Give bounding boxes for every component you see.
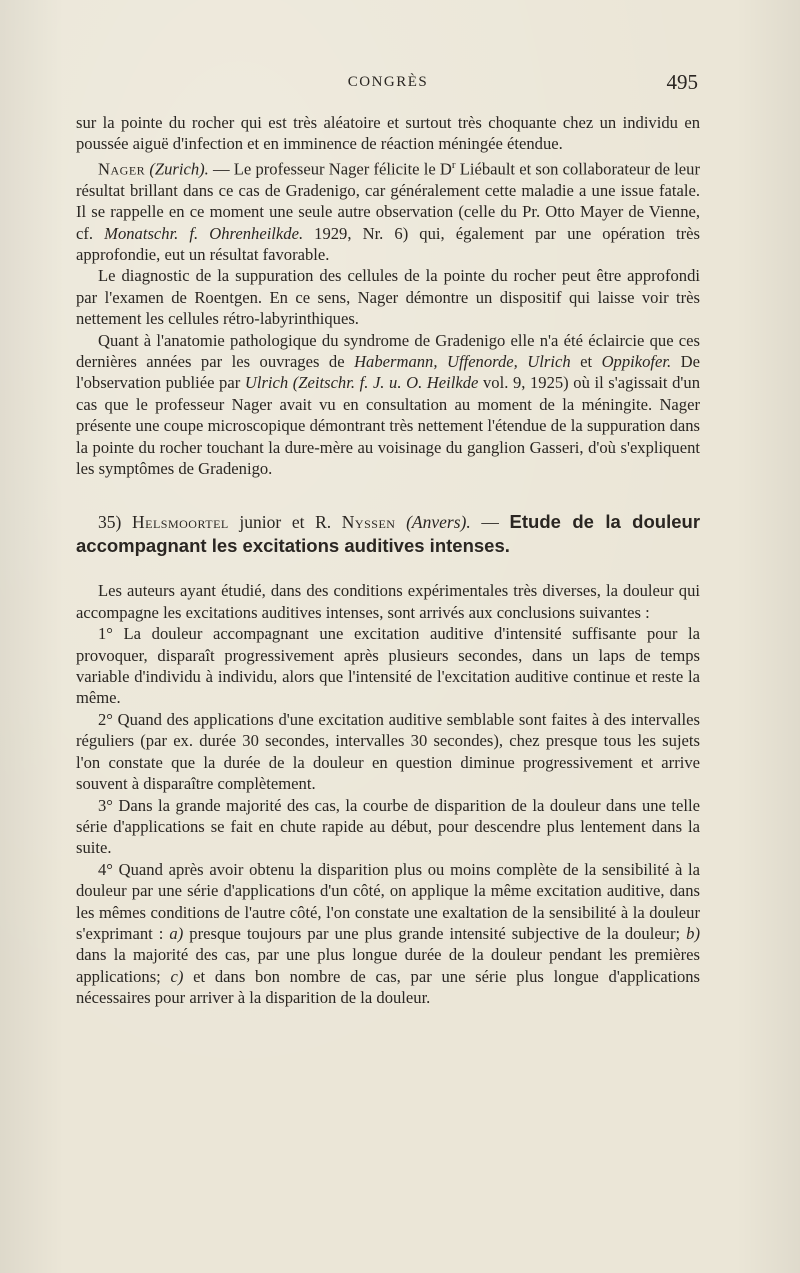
paragraph-continuation: sur la pointe du rocher qui est très aléatoire et surtout très choquante chez un individu en poussée aiguë d'infection et en imminence de réaction méningée étendue. [76,113,700,154]
list-marker: b) [686,923,700,943]
paragraph-text: et [570,352,602,371]
author-name: Oppikofer. [601,352,672,371]
paragraph-text: De l'observation publiée par [76,352,701,393]
paragraph-text: 4° Quand après avoir obtenu la disparition plus ou moins complète de la sensibilité à la douleur par une série d'applications d'un côté, on applique la même excitation auditive, dans les mêmes conditions de l'autre côté, l'on constate une exaltation de la sensibilité à la douleur s'exprimant : [76,859,700,943]
conclusion-item: 2° Quand des applications d'une excitation auditive semblable sont faites à des intervalles réguliers (par ex. durée 30 secondes, intervalles 30 secondes), chez presque tous les sujets l'on constate que la durée de la douleur en question diminue progressivement et arrive souvent à disparaître complètement. [76,709,700,794]
reference-author: Ulrich [244,373,289,393]
paragraph-diagnostic: Le diagnostic de la suppuration des cellules de la pointe du rocher peut être approfondi par l'examen de Roentgen. En ce sens, Nager démontre un dispositif qui laisse voir très nettement les cellules rétro-labyrinthiques. [76,266,700,329]
running-head: CONGRÈS [347,74,429,90]
section-heading [76,510,700,558]
paragraph-text: Liébault et son collaborateur de leur résultat brillant dans ce cas de Gradenigo, car généralement cette maladie a une issue fatale. Il se rappelle en ce moment une seule autre observation (celle du Pr. Otto Mayer de Vienne, cf. [76,159,700,243]
section-place: (Anvers). [406,512,471,533]
paragraph-text: presque toujours par une plus grande intensité subjective de la douleur; [183,923,687,943]
page-header [76,70,700,96]
speaker-name: Nager [98,159,146,179]
list-marker: c) [170,966,184,986]
paragraph-text: 1929, Nr. 6) qui, également par une opération très approfondie, eut un résultat favorable. [76,223,700,264]
section-title: Etude de la douleur accompagnant les excitations auditives intenses. [76,511,701,557]
list-marker: a) [169,923,184,943]
conclusion-item [76,859,700,1009]
paragraph-nager [76,155,700,266]
conclusion-item: 3° Dans la grande majorité des cas, la courbe de disparition de la douleur dans une telle série d'applications se fait en chute rapide au début, pour descendre plus lentement dans la suite. [76,795,700,858]
paragraph-intro: Les auteurs ayant étudié, dans des conditions expérimentales très diverses, la douleur qui accompagne les excitations auditives intenses, sont arrivés aux conclusions suivantes : [76,581,700,622]
section-number: 35) [98,512,122,533]
author-list: Habermann, Uffenorde, Ulrich [354,352,571,371]
paragraph-text: Quant à l'anatomie pathologique du syndrome de Gradenigo elle n'a été éclaircie que ces dernières années par les ouvrages de [76,330,700,371]
speaker-place: (Zurich). [149,159,209,179]
section-author-suffix: junior et R. [228,512,342,533]
reference-journal: (Zeitschr. f. J. u. O. Heilkde [292,373,479,393]
section-author: Nyssen [341,512,396,533]
section-dash: — [470,512,510,533]
journal-reference: Monatschr. f. Ohrenheilkde. [104,223,304,243]
paragraph-text: — Le professeur Nager félicite le D [208,159,452,179]
section-author: Helsmoortel [131,512,229,533]
paragraph-text: vol. 9, 1925) où il s'agissait d'un cas que le professeur Nager avait vu en consultation au moment de la méningite. Nager présente une coupe microscopique démontrant très nettement l'étendue de la suppuration dans la pointe du rocher touchant la dure-mère au voisinage du ganglion Gasseri, d'où s'expliquent les symptômes de Gradenigo. [76,373,700,479]
conclusion-item: 1° La douleur accompagnant une excitation auditive d'intensité suffisante pour la provoquer, disparaît progressivement après plusieurs secondes, dans un laps de temps variable d'individu à individu, alors que l'intensité de l'excitation auditive continue et reste la même. [76,624,700,708]
title-superscript: r [451,158,456,171]
paragraph-text: et dans bon nombre de cas, par une série plus longue d'applications nécessaires pour arriver à la disparition de la douleur. [76,966,700,1008]
paragraph-text: dans la majorité des cas, par une plus longue durée de la douleur pendant les premières applications; [76,945,700,986]
page-number: 495 [666,70,698,94]
paragraph-anatomy [76,330,700,480]
page-body [76,112,700,1009]
